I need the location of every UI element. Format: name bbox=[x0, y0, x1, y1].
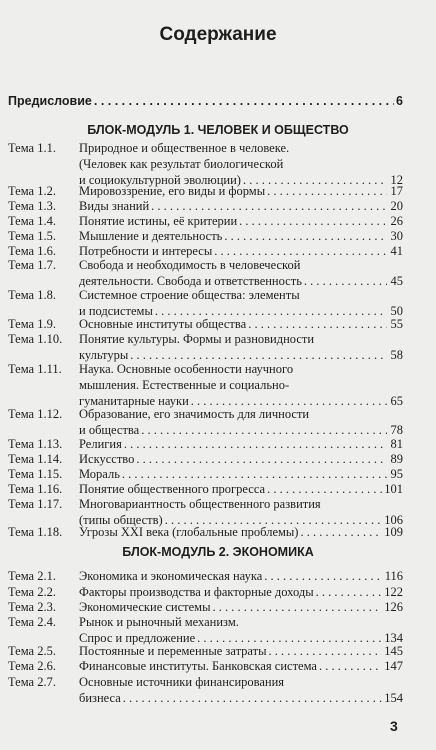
toc-entry-title-line: Факторы производства и факторные доходы bbox=[79, 585, 314, 599]
toc-leader-dots bbox=[94, 94, 394, 108]
toc-entry-title-line: Рынок и рыночный механизм. bbox=[79, 615, 239, 629]
toc-entry-title bbox=[79, 287, 403, 319]
toc-entry-title-line: бизнеса bbox=[79, 691, 121, 705]
toc-entry-number: Тема 1.8. bbox=[8, 288, 56, 302]
toc-entry-page: 12 bbox=[390, 173, 403, 187]
toc-entry-number: Тема 1.18. bbox=[8, 525, 63, 539]
page-title: Содержание bbox=[159, 24, 277, 45]
toc-entry-number: Тема 2.2. bbox=[8, 585, 56, 599]
toc-entry-title-line: Свобода и необходимость в человеческой bbox=[79, 258, 301, 272]
toc-entry-page: 20 bbox=[390, 199, 403, 213]
toc-entry-page: 95 bbox=[390, 467, 403, 481]
toc-entry-page: 116 bbox=[384, 569, 403, 583]
toc-entry-page: 17 bbox=[390, 184, 403, 198]
module-heading-1: БЛОК-МОДУЛЬ 1. ЧЕЛОВЕК И ОБЩЕСТВО bbox=[87, 123, 349, 137]
toc-entry-title bbox=[79, 524, 403, 540]
toc-entry-number: Тема 2.5. bbox=[8, 644, 56, 658]
toc-entry-number: Тема 1.6. bbox=[8, 244, 56, 258]
toc-entry-title-line: Религия bbox=[79, 437, 122, 451]
toc-entry-page: 45 bbox=[390, 274, 403, 288]
toc-entry-title-line: деятельности. Свобода и ответственность bbox=[79, 274, 302, 288]
toc-entry-page: 145 bbox=[384, 644, 403, 658]
toc-leader-dots bbox=[300, 524, 382, 540]
toc-entry-title-line: (типы обществ) bbox=[79, 513, 163, 527]
toc-entry-title-line: Основные институты общества bbox=[79, 317, 247, 331]
toc-entry-page: 55 bbox=[390, 317, 403, 331]
toc-entry-page: 26 bbox=[390, 214, 403, 228]
module-heading-2: БЛОК-МОДУЛЬ 2. ЭКОНОМИКА bbox=[122, 545, 314, 559]
toc-entry-title bbox=[79, 658, 403, 674]
toc-entry-title-line: Понятие истины, её критерии bbox=[79, 214, 238, 228]
toc-leader-dots bbox=[316, 584, 383, 600]
toc-leader-dots bbox=[122, 466, 387, 482]
toc-entry-page: 134 bbox=[384, 631, 403, 645]
toc-leader-dots bbox=[267, 183, 387, 199]
toc-entry-page: 41 bbox=[390, 244, 403, 258]
toc-entry-number: Тема 1.1. bbox=[8, 141, 56, 155]
toc-entry-title bbox=[79, 451, 403, 467]
toc-entry-title bbox=[79, 568, 403, 584]
toc-entry-title-line: Финансовые институты. Банковская система bbox=[79, 659, 317, 673]
toc-entry-number: Тема 1.9. bbox=[8, 317, 56, 331]
toc-leader-dots bbox=[267, 481, 382, 497]
toc-entry-page: 106 bbox=[384, 513, 403, 527]
toc-entry-number: Тема 2.7. bbox=[8, 675, 56, 689]
toc-entry-number: Тема 1.2. bbox=[8, 184, 56, 198]
toc-entry-title bbox=[79, 584, 403, 600]
toc-entry-title-line: мышления. Естественные и социально- bbox=[79, 378, 290, 392]
toc-entry-title-line: Потребности и интересы bbox=[79, 244, 213, 258]
toc-entry-title-line: Образование, его значимость для личности bbox=[79, 407, 310, 421]
toc-entry-title bbox=[79, 316, 403, 332]
toc-preface-label: Предисловие bbox=[8, 94, 92, 108]
toc-preface[interactable] bbox=[8, 94, 403, 108]
toc-entry-title-line: Постоянные и переменные затраты bbox=[79, 644, 267, 658]
toc-leader-dots bbox=[136, 451, 387, 467]
toc-entry-title-line: Наука. Основные особенности научного bbox=[79, 362, 294, 376]
toc-preface-page: 6 bbox=[396, 94, 403, 108]
toc-leader-dots bbox=[212, 599, 382, 615]
toc-entry-number: Тема 1.12. bbox=[8, 407, 63, 421]
toc-entry-title-line: культуры bbox=[79, 348, 129, 362]
toc-entry-number: Тема 2.6. bbox=[8, 659, 56, 673]
toc-entry-page: 101 bbox=[384, 482, 403, 496]
toc-entry-title bbox=[79, 436, 403, 452]
toc-entry-title bbox=[79, 361, 403, 409]
toc-entry-page: 30 bbox=[390, 229, 403, 243]
toc-entry-title-line: и общества bbox=[79, 423, 140, 437]
toc-entry-number: Тема 1.7. bbox=[8, 258, 56, 272]
toc-entry-title-line: Мышление и деятельность bbox=[79, 229, 223, 243]
toc-entry-title-line: Экономические системы bbox=[79, 600, 211, 614]
toc-entry-title-line: Основные источники финансирования bbox=[79, 675, 285, 689]
toc-entry-title-line: Мировоззрение, его виды и формы bbox=[79, 184, 266, 198]
toc-entry-page: 78 bbox=[390, 423, 403, 437]
toc-entry-title-line: Экономика и экономическая наука bbox=[79, 569, 263, 583]
toc-entry-title-line: Понятие общественного прогресса bbox=[79, 482, 266, 496]
toc-leader-dots bbox=[124, 436, 387, 452]
toc-entry-page: 58 bbox=[390, 348, 403, 362]
toc-entry-title-line: Спрос и предложение bbox=[79, 631, 196, 645]
toc-entry-title-line: Многовариантность общественного развития bbox=[79, 497, 321, 511]
toc-entry-title-line: Искусство bbox=[79, 452, 135, 466]
toc-entry-title-line: Понятие культуры. Формы и разновидности bbox=[79, 332, 315, 346]
toc-entry-page: 126 bbox=[384, 600, 403, 614]
toc-entry-title-line: (Человек как результат биологической bbox=[79, 157, 284, 171]
toc-entry-title-line: и подсистемы bbox=[79, 304, 153, 318]
toc-entry-title bbox=[79, 331, 403, 363]
toc-leader-dots bbox=[239, 213, 387, 229]
toc-entry-title bbox=[79, 257, 403, 289]
toc-entry-title bbox=[79, 406, 403, 438]
toc-entry-page: 50 bbox=[390, 304, 403, 318]
toc-entry-title bbox=[79, 643, 403, 659]
toc-entry-title bbox=[79, 198, 403, 214]
toc-leader-dots bbox=[151, 198, 387, 214]
toc-entry-number: Тема 1.3. bbox=[8, 199, 56, 213]
toc-entry-title bbox=[79, 481, 403, 497]
toc-entry-number: Тема 2.3. bbox=[8, 600, 56, 614]
toc-entry-page: 89 bbox=[390, 452, 403, 466]
toc-entry-page: 122 bbox=[384, 585, 403, 599]
toc-entry-page: 65 bbox=[390, 394, 403, 408]
toc-entry-page: 81 bbox=[390, 437, 403, 451]
toc-entry-number: Тема 1.5. bbox=[8, 229, 56, 243]
toc-entry-number: Тема 2.1. bbox=[8, 569, 56, 583]
toc-entry-number: Тема 1.11. bbox=[8, 362, 62, 376]
toc-entry-number: Тема 1.15. bbox=[8, 467, 63, 481]
toc-entry-page: 109 bbox=[384, 525, 403, 539]
toc-entry-number: Тема 2.4. bbox=[8, 615, 56, 629]
toc-entry-title-line: Природное и общественное в человеке. bbox=[79, 141, 290, 155]
toc-entry-number: Тема 1.10. bbox=[8, 332, 63, 346]
toc-leader-dots bbox=[224, 228, 387, 244]
toc-leader-dots bbox=[248, 316, 387, 332]
toc-entry-title bbox=[79, 213, 403, 229]
toc-entry-title bbox=[79, 466, 403, 482]
toc-entry-number: Тема 1.13. bbox=[8, 437, 63, 451]
toc-entry-page: 154 bbox=[384, 691, 403, 705]
toc-entry-number: Тема 1.14. bbox=[8, 452, 63, 466]
page-number: 3 bbox=[390, 718, 398, 734]
toc-entry-number: Тема 1.4. bbox=[8, 214, 56, 228]
toc-entry-title bbox=[79, 140, 403, 188]
toc-entry-number: Тема 1.16. bbox=[8, 482, 63, 496]
toc-entry-title bbox=[79, 183, 403, 199]
toc-entry-title-line: гуманитарные науки bbox=[79, 394, 189, 408]
toc-entry-title bbox=[79, 599, 403, 615]
toc-entry-number: Тема 1.17. bbox=[8, 497, 63, 511]
toc-entry-title-line: Угрозы XXI века (глобальные проблемы) bbox=[79, 525, 299, 539]
toc-entry-title-line: Системное строение общества: элементы bbox=[79, 288, 300, 302]
toc-entry-title-line: Виды знаний bbox=[79, 199, 150, 213]
toc-entry-title bbox=[79, 674, 403, 706]
toc-entry-title-line: и социокультурной эволюции) bbox=[79, 173, 241, 187]
toc-leader-dots bbox=[319, 658, 382, 674]
toc-leader-dots bbox=[123, 690, 382, 706]
toc-leader-dots bbox=[269, 643, 383, 659]
toc-entry-title bbox=[79, 228, 403, 244]
toc-leader-dots bbox=[264, 568, 382, 584]
toc-entry-title bbox=[79, 614, 403, 646]
toc-entry-title-line: Мораль bbox=[79, 467, 120, 481]
toc-entry-page: 147 bbox=[384, 659, 403, 673]
